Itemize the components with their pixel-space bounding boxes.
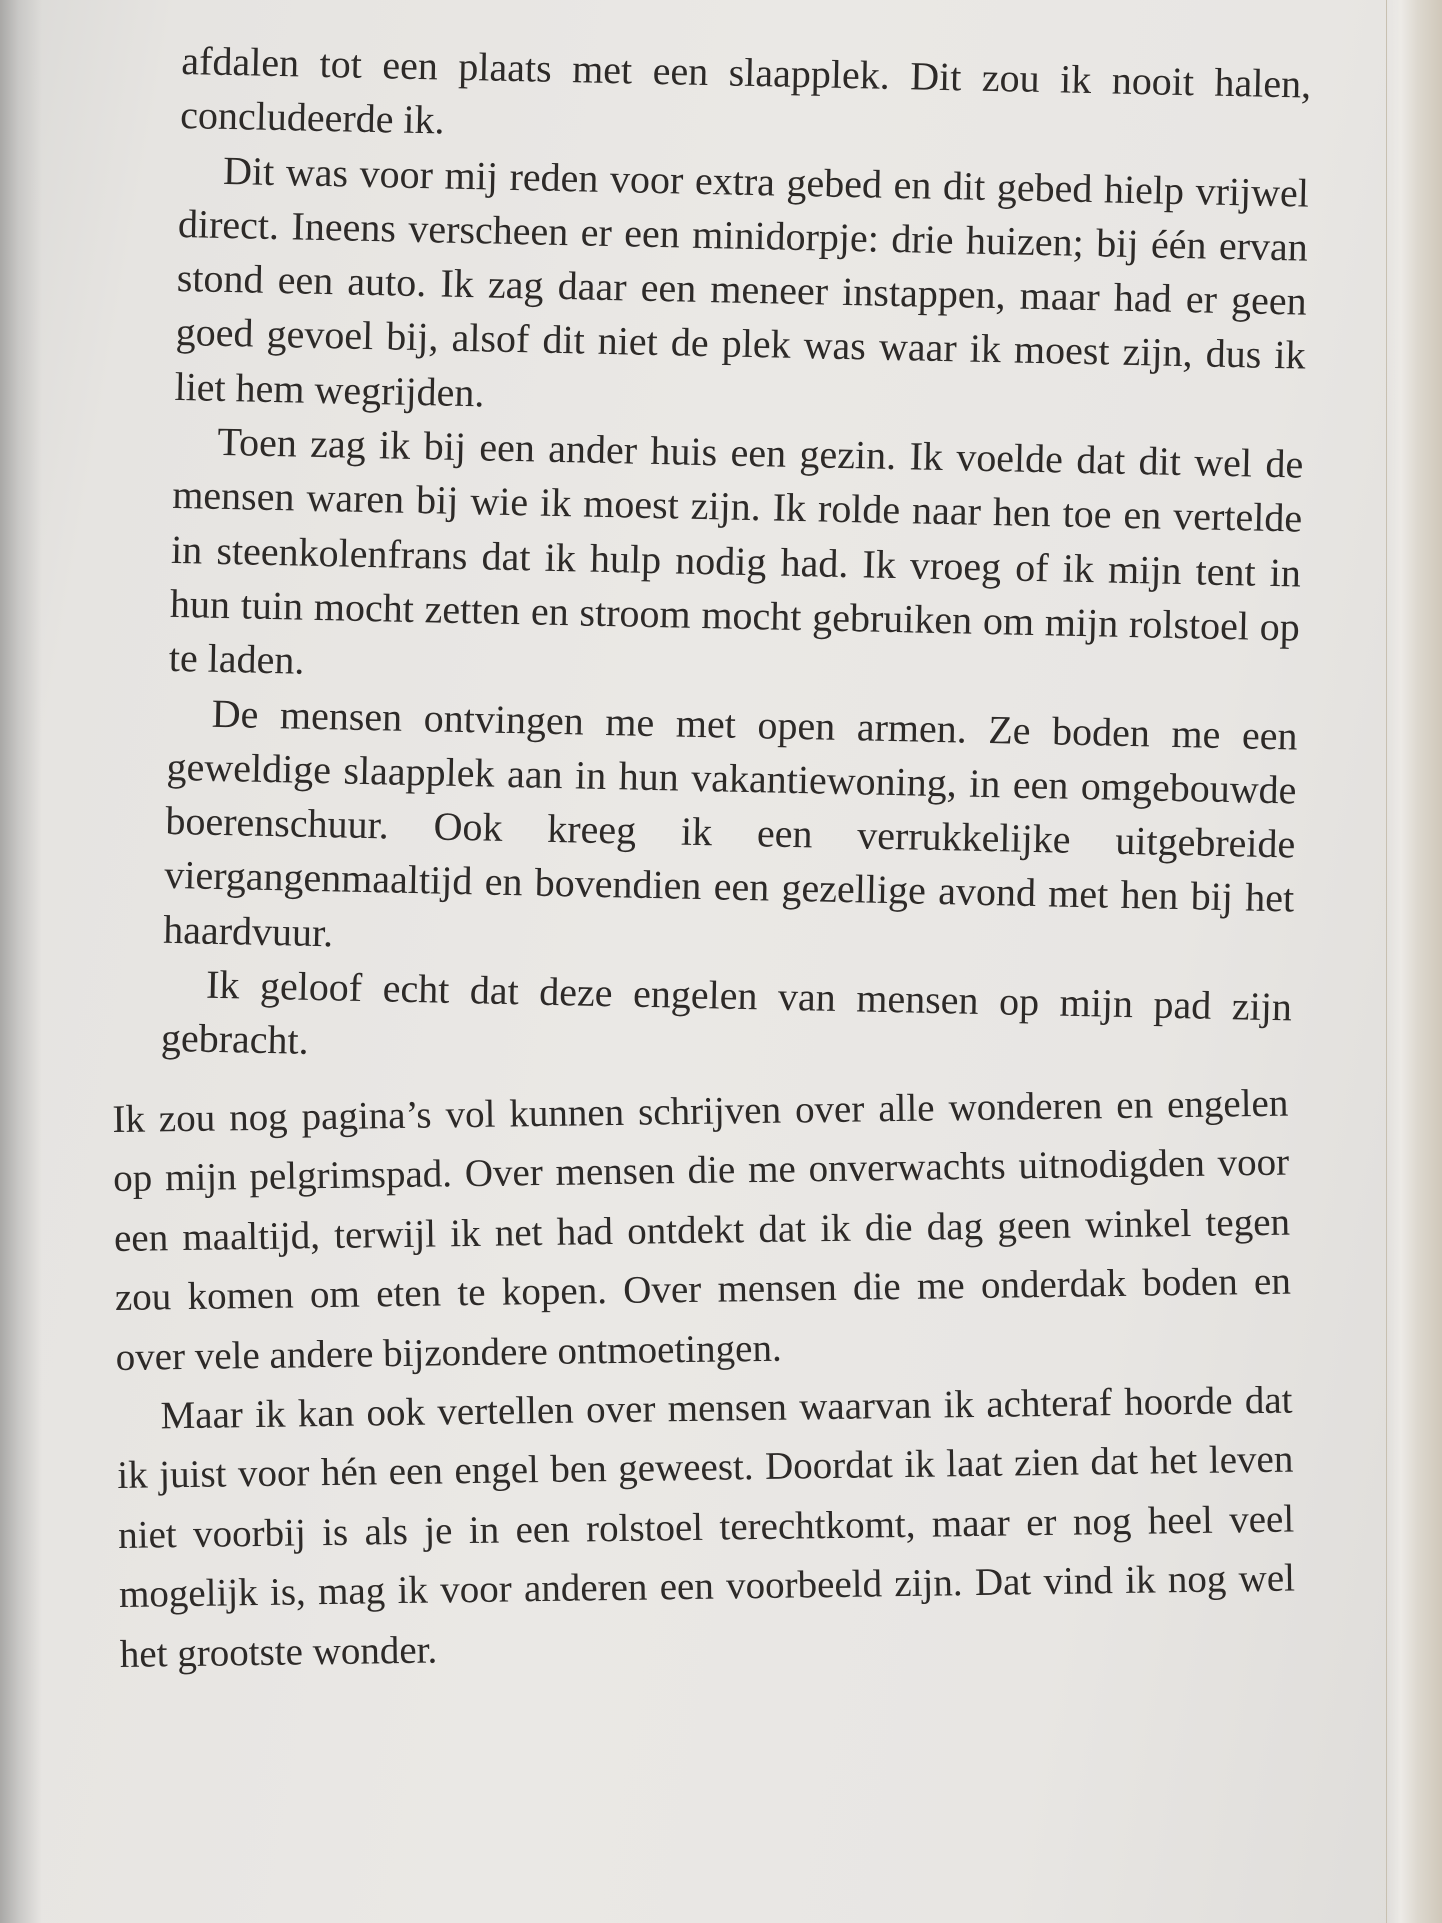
page-edge [1386, 0, 1442, 1923]
paragraph-5: Ik geloof echt dat deze engelen van mensen op mijn pad zijn gebracht. [160, 961, 1293, 1064]
paragraph-1: afdalen tot een plaats met een slaapplek. Dit zou ik nooit halen, concludeerde ik. [179, 37, 1312, 143]
paragraph-7: Maar ik kan ook vertellen over mensen waarvan ik achteraf hoorde dat ik juist voor hén een engel ben geweest. Doordat ik laat zien dat het leven niet voorbij is als je in een rolstoel terechtkomt, maar er nog heel veel mogelijk is, mag ik voor anderen een voorbeeld zijn. Dat vind ik nog wel het grootste wonder. [117, 1378, 1296, 1676]
text-block-upper [160, 34, 1311, 1089]
text-block-lower [112, 1074, 1296, 1684]
paragraph-3: Toen zag ik bij een ander huis een gezin. Ik voelde dat dit wel de mensen waren bij wie ik moest zijn. Ik rolde naar hen toe en vertelde in steenkolenfrans dat ik hulp nodig had. Ik vroeg of ik mijn tent in hun tuin mocht zetten en stroom mocht gebruiken om mijn rolstoel op te laden. [168, 418, 1304, 683]
paragraph-4: De mensen ontvingen me met open armen. Ze boden me een geweldige slaapplek aan in hun vakantiewoning, in een omgebouwde boerenschuur. Ook kreeg ik een verrukkelijke uitgebreide viergangenmaaltijd en bovendien een gezellige avond met hen bij het haardvuur. [162, 690, 1299, 956]
paragraph-2: Dit was voor mij reden voor extra gebed en dit gebed hielp vrijwel direct. Ineens verscheen er een minidorpje: drie huizen; bij één ervan stond een auto. Ik zag daar een meneer instappen, maar had er geen goed gevoel bij, alsof dit niet de plek was waar ik moest zijn, dus ik liet hem wegrijden. [174, 147, 1310, 416]
page-gutter-shadow [0, 0, 42, 1923]
paragraph-6: Ik zou nog pagina’s vol kunnen schrijven over alle wonderen en engelen op mijn pelgrimspad. Over mensen die me onverwachts uitnodigden voor een maaltijd, terwijl ik net had ontdekt dat ik die dag geen winkel tegen zou komen om eten te kopen. Over mensen die me onderdak boden en over vele andere bijzondere ontmoetingen. [112, 1081, 1292, 1379]
